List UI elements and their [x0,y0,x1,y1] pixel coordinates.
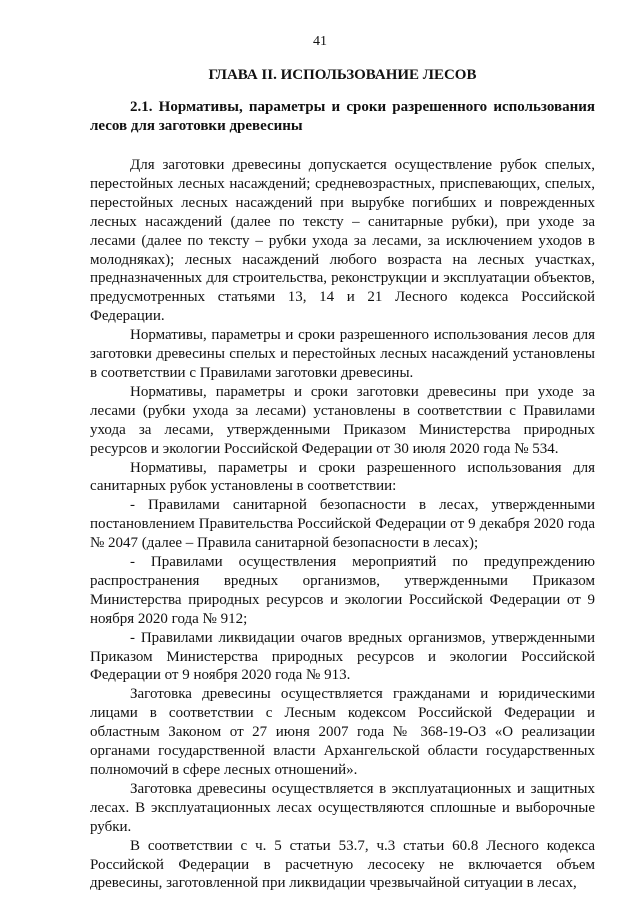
paragraph-forest-types: Заготовка древесины осуществляется в эксплуатационных и защитных лесах. В эксплуатационных лесах осуществляются сплошные и выборочные рубки. [90,780,595,835]
paragraph-thinning-norms: Нормативы, параметры и сроки заготовки древесины при уходе за лесами (рубки ухода за лесами) установлены в соответствии с Правилами ухода за лесами, утвержденными Приказом Министерства природных ресурсов и экологии Российской Федерации от 30 июля 2020 года № 534. [90,383,595,457]
paragraph-harvesting-entities: Заготовка древесины осуществляется гражданами и юридическими лицами в соответствии с Лесным кодексом Российской Федерации и областным Законом от 27 июня 2007 года № 368-19-ОЗ «О реализации органами государственной власти Архангельской области государственных полномочий в сфере лесных отношений». [90,686,595,778]
page-number: 41 [313,34,327,49]
list-item-harmful-organisms-prevention: - Правилами осуществления мероприятий по предупреждению распространения вредных организмов, утвержденными Приказом Министерства природных ресурсов и экологии Российской Федерации от 9 ноября 2020 года № 912; [90,554,595,627]
list-item-sanitary-safety-rules: - Правилами санитарной безопасности в лесах, утвержденными постановлением Правительства Российской Федерации от 9 декабря 2020 года № 2047 (далее – Правила санитарной безопасности в лесах); [90,497,595,552]
body-text [90,156,595,893]
chapter-title: ГЛАВА II. ИСПОЛЬЗОВАНИЕ ЛЕСОВ [208,67,477,83]
list-item-harmful-organisms-elimination: - Правилами ликвидации очагов вредных организмов, утвержденными Приказом Министерства природных ресурсов и экологии Российской Федерации от 9 ноября 2020 года № 913. [90,629,595,684]
paragraph-sanitary-norms: Нормативы, параметры и сроки разрешенного использования для санитарных рубок установлены в соответствии: [90,459,595,495]
paragraph-mature-stands-norms: Нормативы, параметры и сроки разрешенного использования лесов для заготовки древесины спелых и перестойных лесных насаждений установлены в соответствии с Правилами заготовки древесины. [90,327,595,381]
paragraph-permitted-felling: Для заготовки древесины допускается осуществление рубок спелых, перестойных лесных насаждений; средневозрастных, приспевающих, спелых, перестойных лесных насаждений при вырубке погибших и поврежденных лесных насаждений (далее по тексту – санитарные рубки), при уходе за лесами (далее по тексту – рубки ухода за лесами, за исключением уходов в молодняках); лесных насаждений любого возраста на лесных участках, предназначенных для строительства, реконструкции и эксплуатации объектов, предусмотренных статьями 13, 14 и 21 Лесного кодекса Российской Федерации. [90,157,595,325]
paragraph-allowable-cut-exclusion: В соответствии с ч. 5 статьи 53.7, ч.3 статьи 60.8 Лесного кодекса Российской Федерации в расчетную лесосеку не включается объем древесины, заготовленной при ликвидации чрезвычайной ситуации в лесах, [90,837,595,892]
section-title: 2.1. Нормативы, параметры и сроки разрешенного использования лесов для заготовки древесины [90,99,595,134]
